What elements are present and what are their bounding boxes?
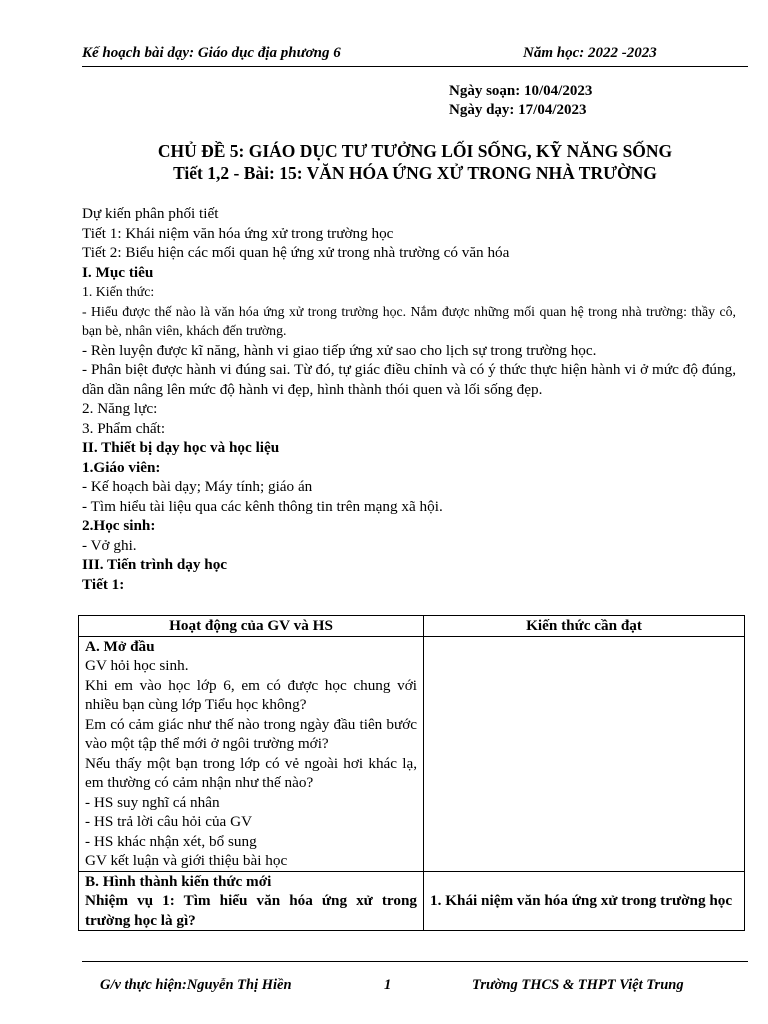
lesson-title: Tiết 1,2 - Bài: 15: VĂN HÓA ỨNG XỬ TRONG NHÀ TRƯỜNG [173,163,657,183]
date-taught: Ngày dạy: 17/04/2023 [449,102,587,118]
topic-title: CHỦ ĐỀ 5: GIÁO DỤC TƯ TƯỞNG LỐI SỐNG, KỸ NĂNG SỐNG [157,141,673,161]
footer-teacher: G/v thực hiện:Nguyễn Thị Hiền [100,977,292,993]
teacher-item-2: - Tìm hiểu tài liệu qua các kênh thông tin trên mạng xã hội. [82,497,443,515]
knowledge-item-2: - Rèn luyện được kĩ năng, hành vi giao tiếp ứng xử sao cho lịch sự trong trường học. [82,341,597,359]
section-b-title: B. Hình thành kiến thức mới [85,872,272,890]
section-a-cell [79,636,424,871]
header-school-year: Năm học: 2022 -2023 [523,45,657,61]
section-a-line: Khi em vào học lớp 6, em có được học chung với nhiều bạn cùng lớp Tiểu học không? [85,676,417,713]
knowledge-item-1: - Hiểu được thế nào là văn hóa ứng xử trong trường học. Nắm được những mối quan hệ trong nhà trường: thầy cô, bạn bè, nhân viên, khách đến trường. [82,303,736,338]
document-body [82,204,736,594]
knowledge-1: 1. Khái niệm văn hóa ứng xử trong trường học [430,892,733,909]
page-footer [82,961,748,1002]
period-heading: Tiết 1: [82,575,125,593]
competence-label: 2. Năng lực: [82,400,158,417]
table-row [79,636,745,871]
lesson-activity-table [78,615,745,931]
footer-page-number: 1 [384,977,392,993]
teacher-item-1: - Kế hoạch bài dạy; Máy tính; giáo án [82,478,313,495]
footer-school: Trường THCS & THPT Việt Trung [472,977,684,993]
table-row [79,871,745,931]
header-lesson-plan-title: Kế hoạch bài dạy: Giáo dục địa phương 6 [82,45,341,61]
header-knowledge: Kiến thức cần đạt [424,616,745,637]
section-a-title: A. Mở đầu [85,637,155,655]
section-a-knowledge-cell [424,636,745,871]
section-a-line: - HS trả lời câu hỏi của GV [85,813,253,830]
teacher-heading: 1.Giáo viên: [82,458,161,476]
document-titles [82,140,748,184]
knowledge-label: 1. Kiến thức: [82,284,155,299]
task-1: Nhiệm vụ 1: Tìm hiểu văn hóa ứng xử trong trường học là gì? [85,892,417,929]
table-header-row [79,616,745,637]
period-2-line: Tiết 2: Biểu hiện các mối quan hệ ứng xử trong nhà trường có văn hóa [82,244,510,261]
header-activities: Hoạt động của GV và HS [79,616,424,637]
process-heading: III. Tiến trình dạy học [82,556,228,573]
objectives-heading: I. Mục tiêu [82,263,154,281]
period-1-line: Tiết 1: Khái niệm văn hóa ứng xử trong trường học [82,224,394,242]
section-b-cell [79,871,424,931]
date-prepared: Ngày soạn: 10/04/2023 [449,83,593,99]
section-a-line: GV hỏi học sinh. [85,657,189,674]
section-a-line: - HS suy nghĩ cá nhân [85,793,220,811]
qualities-label: 3. Phẩm chất: [82,419,166,437]
section-a-line: Em có cảm giác như thế nào trong ngày đầu tiên bước vào một tập thể mới ở ngôi trường mới? [85,715,417,752]
section-a-line: GV kết luận và giới thiệu bài học [85,852,288,869]
spacer [430,872,738,892]
student-item-1: - Vở ghi. [82,536,137,554]
section-a-line: Nếu thấy một bạn trong lớp có vẻ ngoài hơi khác lạ, em thường có cảm nhận như thế nào? [85,754,417,791]
section-a-line: - HS khác nhận xét, bổ sung [85,832,257,850]
page-header [82,44,748,67]
section-b-knowledge-cell [424,871,745,931]
lesson-dates [449,82,592,120]
knowledge-item-3: - Phân biệt được hành vi đúng sai. Từ đó, tự giác điều chỉnh và có ý thức thực hiện hành vi ở mức độ đúng, dần dần nâng lên mức độ hành vi đẹp, hình thành thói quen và lối sống đẹp. [82,361,736,398]
student-heading: 2.Học sinh: [82,517,156,534]
plan-intro: Dự kiến phân phối tiết [82,205,219,222]
equipment-heading: II. Thiết bị dạy học và học liệu [82,439,280,456]
